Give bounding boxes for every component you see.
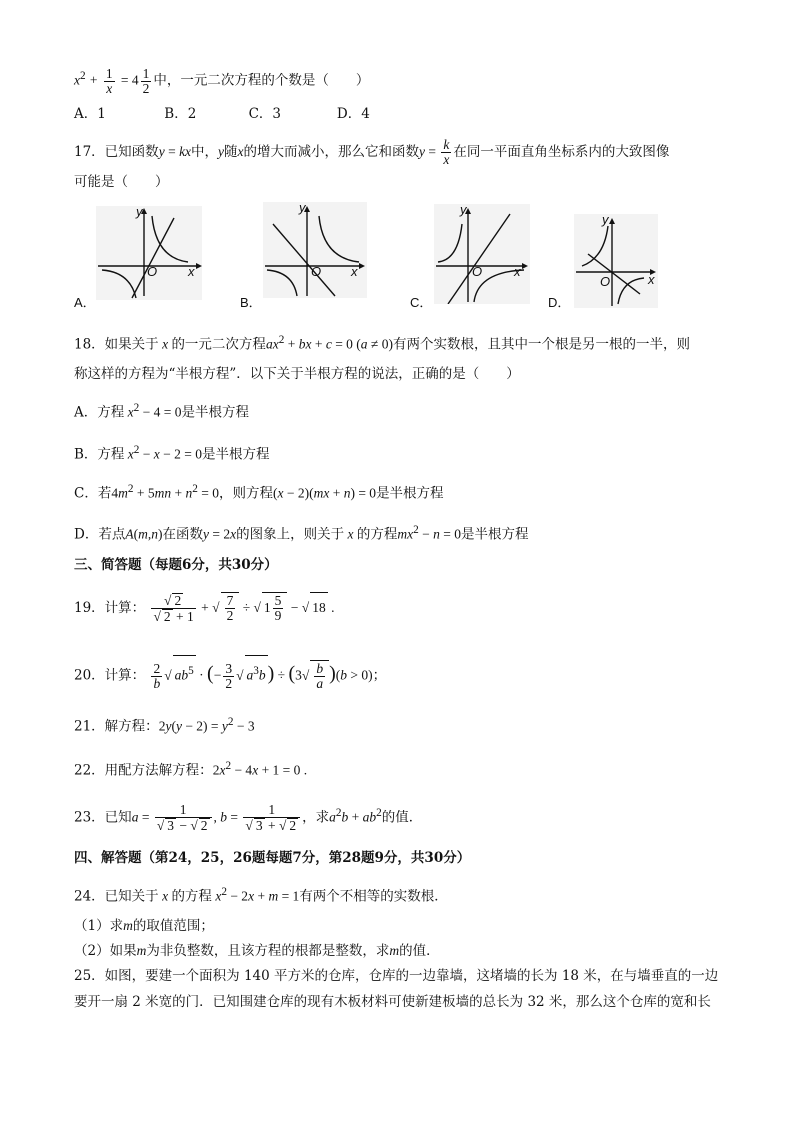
- q18-option-d-label: D．若点: [74, 526, 126, 543]
- q17-option-d: D．: [548, 295, 571, 310]
- q17a-y-label: y: [136, 204, 143, 219]
- q18-option-c-text: ，则方程: [218, 485, 273, 502]
- q23: 23．已知a = 1 √ 3 − √ 2 , b = 1 √ 3 + √ 2 ，求$a^2b + ab^2$的值．: [74, 798, 422, 833]
- q17c-y-label: y: [460, 202, 467, 217]
- q17-option-a: A．: [74, 295, 96, 310]
- q17c-x-label: x: [514, 264, 521, 279]
- q17-line-2: 可能是（ ）: [74, 174, 169, 190]
- q18-option-c-end: 是半根方程: [376, 485, 444, 502]
- q17b-x-label: x: [351, 264, 358, 279]
- q17-text-d: 的增大而减小，那么它和函数: [243, 144, 420, 160]
- q18-option-a-label: A．方程: [74, 404, 125, 421]
- q18-option-d-text-d: 的方程: [356, 526, 398, 543]
- q18-option-d-text-b: 在函数: [162, 526, 203, 543]
- q19-label: 19．计算：: [74, 600, 146, 616]
- q16-equation-line: $x^2$ + $\frac{1}{x}$ = 4 $\frac{1}{2}$ 中，一元二次方程的个数是（ ）: [74, 65, 370, 96]
- q18-option-c: C．若$4m^2 + 5mn + n^2 = 0$，则方程(x − 2)(mx + n) = 0是半根方程: [74, 483, 444, 502]
- q25-line-1: 25．如图，要建一个面积为 140 平方米的仓库，仓库的一边靠墙，这堵墙的长为 18 米，在与墙垂直的一边: [74, 968, 719, 984]
- q25-line-2: 要开一扇 2 米宽的门．已知围建仓库的现有木板材料可使新建板墙的总长为 32 米，那么这个仓库的宽和长: [74, 994, 711, 1010]
- q18-option-c-label: C．若: [74, 485, 112, 502]
- q23-end: 的值．: [381, 809, 423, 826]
- section-4-title: 四、解答题（第24，25，26题每题7分，第28题9分，共30分）: [74, 850, 471, 866]
- q24-text-a: 24．已知关于: [74, 888, 159, 905]
- q18-text-b: 的一元二次方程: [171, 336, 266, 353]
- q21-label: 21．解方程：: [74, 718, 159, 735]
- q20-label: 20．计算：: [74, 667, 146, 684]
- q18-option-a: A．方程 $x^2 - 4 = 0$是半根方程: [74, 402, 249, 421]
- q16-option-a: A．1: [74, 106, 106, 122]
- q16-option-d: D．4: [336, 106, 370, 122]
- q24-sub-2-a: （2）如果: [74, 943, 137, 959]
- q18-text-a: 18．如果关于: [74, 336, 159, 353]
- q24-text-b: 的方程: [171, 888, 212, 905]
- q18-text-c: 有两个实数根，且其中一个根是另一根的一半，则: [392, 336, 690, 353]
- q17d-x-label: x: [648, 272, 655, 287]
- q19: 19．计算： √ 2 √ 2 + 1 + √ $\frac{7}{2}$ ÷ √ 1 $\frac{5}{9}$ − √ 18 .: [74, 592, 334, 624]
- q24-sub-1-b: 的取值范围；: [132, 918, 214, 934]
- q17b-origin: O: [311, 264, 322, 279]
- q17c-origin: O: [472, 264, 483, 279]
- q18-option-d-text-c: 的图象上，则关于: [236, 526, 345, 543]
- q17-option-b: B．: [240, 295, 262, 310]
- q17-text-e: 在同一平面直角坐标系内的大致图像: [453, 144, 670, 160]
- section-3-title: 三、简答题（每题6分，共30分）: [74, 557, 278, 573]
- q17d-origin: O: [600, 274, 611, 289]
- q22: 22．用配方法解方程：$2x^2 - 4x + 1 = 0$ .: [74, 760, 308, 779]
- q17d-y-label: y: [602, 212, 609, 227]
- q18-option-b-text: 是半根方程: [202, 446, 270, 463]
- q16-question-text: 中，一元二次方程的个数是（ ）: [153, 72, 370, 89]
- q24-text-c: 有两个不相等的实数根．: [299, 888, 448, 905]
- q24-line-1: 24．已知关于 x 的方程 $x^2 - 2x + m = 1$有两个不相等的实数根．: [74, 886, 448, 905]
- q17-text-a: 17．已知函数: [74, 144, 159, 160]
- q16-option-b: B．2: [164, 106, 197, 122]
- q17-graph-b: [263, 202, 367, 298]
- q18-option-d-text-e: 是半根方程: [460, 526, 529, 543]
- q17-option-c: C．: [410, 295, 433, 310]
- q22-label: 22．用配方法解方程：: [74, 762, 213, 779]
- q18-option-b-label: B．方程: [74, 446, 125, 463]
- q17-graph-a: [96, 206, 202, 300]
- q18-option-b: B．方程 $x^2 - x - 2 = 0$是半根方程: [74, 444, 270, 463]
- q17-text-b: 中，: [191, 144, 219, 160]
- q24-sub-2-c: 的值．: [399, 943, 440, 959]
- q17a-origin: O: [147, 264, 158, 279]
- q18-line-1: 18．如果关于 x 的一元二次方程$ax^2$ + bx + c = 0 (a ≠ 0)有两个实数根，且其中一个根是另一根的一半，则: [74, 334, 690, 353]
- q23-label: 23．已知: [74, 809, 132, 826]
- q21: 21．解方程：$2y(y - 2) = y^2 - 3$: [74, 716, 255, 735]
- q24-sub-2-b: 为非负整数，且该方程的根都是整数，求: [146, 943, 390, 959]
- q16-option-c: C．3: [248, 106, 282, 122]
- q16-options: [74, 104, 370, 124]
- q17-text-c: 随: [224, 144, 238, 160]
- q24-sub-1-a: （1）求: [74, 918, 124, 934]
- q20: 20．计算： $\frac{2}{b}$ √ $ab^5$ · (− $\frac{3}{2}$ √ $a^3b$ ) ÷ (3√ $\frac{b}{a}$ )(b > 0)；: [74, 655, 386, 691]
- q23-text: ，求: [302, 809, 330, 826]
- q18-option-d: D．若点A(m,n)在函数y = 2x的图象上，则关于 x 的方程$mx^2 - n = 0$是半根方程: [74, 524, 529, 543]
- q18-line-2: 称这样的方程为“半根方程”．以下关于半根方程的说法，正确的是（ ）: [74, 366, 520, 382]
- q17-graph-c: [434, 204, 530, 304]
- q17a-x-label: x: [188, 264, 195, 279]
- q17-graph-d: [574, 214, 658, 308]
- q24-sub-1: （1）求m的取值范围；: [74, 918, 214, 934]
- q17b-y-label: y: [299, 200, 306, 215]
- q17-line-1: 17．已知函数y = kx中，y随x的增大而减小，那么它和函数y = $\frac{k}{x}$ 在同一平面直角坐标系内的大致图像: [74, 137, 670, 167]
- q18-option-a-text: 是半根方程: [181, 404, 249, 421]
- q24-sub-2: （2）如果m为非负整数，且该方程的根都是整数，求m的值．: [74, 943, 440, 959]
